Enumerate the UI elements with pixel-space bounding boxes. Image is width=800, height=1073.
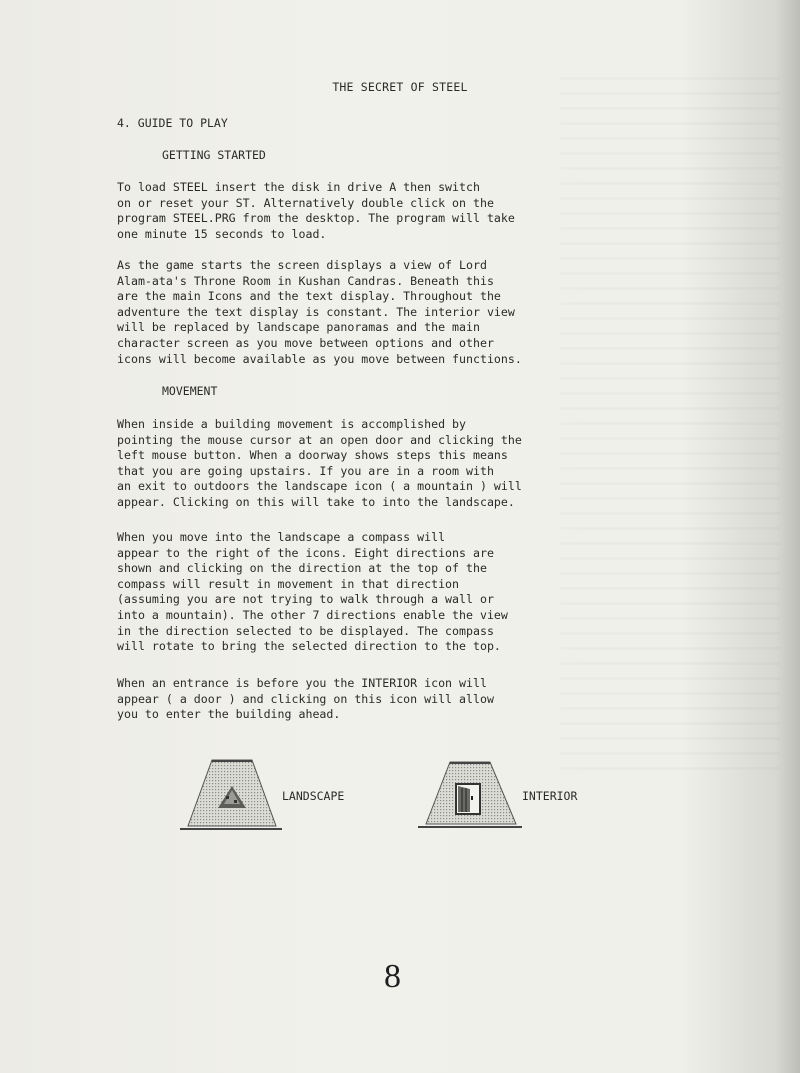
document-title: THE SECRET OF STEEL [332, 80, 468, 94]
section-heading: 4. GUIDE TO PLAY [117, 116, 228, 130]
movement-paragraph-1: When inside a building movement is accomplished by pointing the mouse cursor at an open door and clicking the left mouse button. When a doorway shows steps this means that you are going upstairs. If you are in a room with an exit to outdoors the landscape icon ( a mountain ) will appear. Clicking on this will take to into the landscape. [117, 417, 522, 509]
getting-started-paragraph-2: As the game starts the screen displays a view of Lord Alam-ata's Throne Room in Kushan Candras. Beneath this are the main Icons and the text display. Throughout the adventure the text display is constant. The interior view will be replaced by landscape panoramas and the main character screen as you move between options and other icons will become available as you move between functions. [117, 258, 522, 366]
interior-icon-illustration [416, 758, 526, 836]
movement-paragraph-3: When an entrance is before you the INTERIOR icon will appear ( a door ) and clicking on this icon will allow you to enter the building ahead. [117, 676, 494, 722]
landscape-icon-label: LANDSCAPE [282, 789, 345, 803]
movement-heading: MOVEMENT [162, 384, 218, 398]
landscape-icon-illustration [176, 756, 286, 838]
interior-icon-label: INTERIOR [522, 789, 578, 803]
movement-paragraph-2: When you move into the landscape a compass will appear to the right of the icons. Eight directions are shown and clicking on the direction at the top of the compass will result in movement in that direction (assuming you are not trying to walk through a wall or into a mountain). The other 7 directions enable the view in the direction selected to be displayed. The compass will rotate to bring the selected direction to the top. [117, 530, 508, 654]
door-icon [416, 758, 526, 832]
mountain-icon [176, 756, 286, 834]
getting-started-paragraph-1: To load STEEL insert the disk in drive A then switch on or reset your ST. Alternatively double click on the program STEEL.PRG from the desktop. The program will take one minute 15 seconds to load. [117, 180, 515, 241]
page-number: 8 [384, 958, 401, 995]
getting-started-heading: GETTING STARTED [162, 148, 266, 162]
